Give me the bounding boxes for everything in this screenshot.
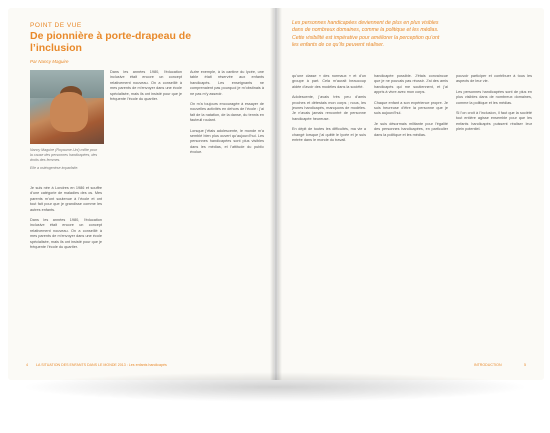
photo-person: [50, 92, 88, 132]
spread-shadow: [20, 372, 530, 402]
right-footer: INTRODUCTION: [474, 363, 502, 367]
paragraph: Lorsque j’étais adolescente, le monde m’a semblé bien plus ouvert qu’aujourd’hui. Les personnes handicapées sont plus visibles dans les médias, et l’attitude du public évolue.: [190, 128, 264, 155]
paragraph: pouvoir participer et contribuer à tous les aspects de leur vie.: [456, 74, 532, 84]
caption-line: Nancy Maguire (Royaume-Uni) milite pour la cause des personnes handicapées, des droits des femmes.: [30, 148, 98, 162]
pull-quote: Les personnes handicapées deviennent de plus en plus visibles dans de nombreux domaines, comme la politique et les médias. Cette visibilité est impérative pour améliorer la perception qu’ont les enfants de ce qu’ils peuvent réaliser.: [292, 20, 440, 49]
right-column-b: [374, 74, 448, 143]
right-column-a: [292, 74, 366, 148]
photo-caption: [30, 148, 100, 175]
paragraph: En dépit de toutes les difficultés, ma vie a changé lorsque j’ai quitté le lycée et je suis entrée dans le monde du travail.: [292, 127, 366, 143]
paragraph: Autre exemple, à la cantine du lycée, une table était réservée aux enfants handicapés. Les enseignants ne comprenaient pas pourquoi je m’obstinais à ne pas m’y asseoir.: [190, 70, 264, 96]
right-page-number: 5: [524, 363, 526, 367]
paragraph: qu’une classe « des normaux » et d’un groupe à part. Cela m’aurait beaucoup aidée d’avoir des modèles dans la société.: [292, 74, 366, 89]
left-page: [8, 8, 274, 380]
spine-gutter: [270, 8, 282, 380]
article-byline: Par Nancy Maguire: [30, 59, 69, 64]
paragraph: Les personnes handicapées sont de plus en plus visibles dans de nombreux domaines, comme la politique et les médias.: [456, 89, 532, 105]
paragraph: Je suis née à Londres en 1986 et souffre d’une catégorie de maladies des os. Mes parents m’ont soutenue à l’école et ont tout fait pour que je grandisse comme les autres enfants.: [30, 186, 102, 212]
left-column-b: [110, 70, 182, 107]
section-kicker: POINT DE VUE: [30, 22, 82, 29]
left-footer: LA SITUATION DES ENFANTS DANS LE MONDE 2013 : Les enfants handicapés: [36, 363, 167, 367]
paragraph: Je suis désormais militante pour l’égalité des personnes handicapées, en particulier dans la politique et les médias.: [374, 121, 448, 137]
paragraph: Adolescente, j’avais très peu d’amis proches et détestais mon corps ; nous, les jeunes handicapés, manquons de modèles. Je n’avais jamais rencontré de personne handicapée heureuse.: [292, 95, 366, 121]
paragraph: On m’a toujours encouragée à essayer de nouvelles activités en dehors de l’école : j’ai fait de la natation, de la danse, du tennis en fauteuil roulant.: [190, 102, 264, 123]
paragraph: Si l’on croit à l’inclusion, il faut que la société tout entière agisse ensemble pour que les enfants handicapés puissent réaliser leur plein potentiel.: [456, 111, 532, 132]
paragraph: Chaque enfant a son expérience propre. Je suis heureuse d’être la personne que je suis aujourd’hui.: [374, 100, 448, 116]
article-title: De pionnière à porte-drapeau de l’inclusion: [30, 30, 192, 54]
paragraph: handicapée possible. J’étais convaincue que je ne pouvais pas réussir. J’ai des amis handicapés qui me soutiennent, et j’ai appris à vivre avec mon corps.: [374, 74, 448, 95]
left-column-c: [190, 70, 264, 161]
right-column-c: [456, 74, 532, 138]
paragraph: Dans les années 1980, l’éducation inclusive était encore un concept relativement nouveau. On a conseillé à mes parents de m’envoyer dans une école spécialisée, mais ils ont insisté pour que je fréquente l’école du quartier.: [30, 218, 102, 250]
left-page-number: 4: [26, 363, 28, 367]
magazine-spread: [8, 8, 544, 380]
left-column-a: [30, 186, 102, 255]
right-page: [278, 8, 544, 380]
caption-line: Elle a ostéogenèse imparfaite.: [30, 166, 79, 171]
paragraph: Dans les années 1980, l’éducation inclusive était encore un concept relativement nouveau. On a conseillé à mes parents de m’envoyer dans une école spécialisée, mais ils ont insisté pour que je fréquente l’école du quartier.: [110, 70, 182, 102]
author-photo: [30, 70, 104, 144]
